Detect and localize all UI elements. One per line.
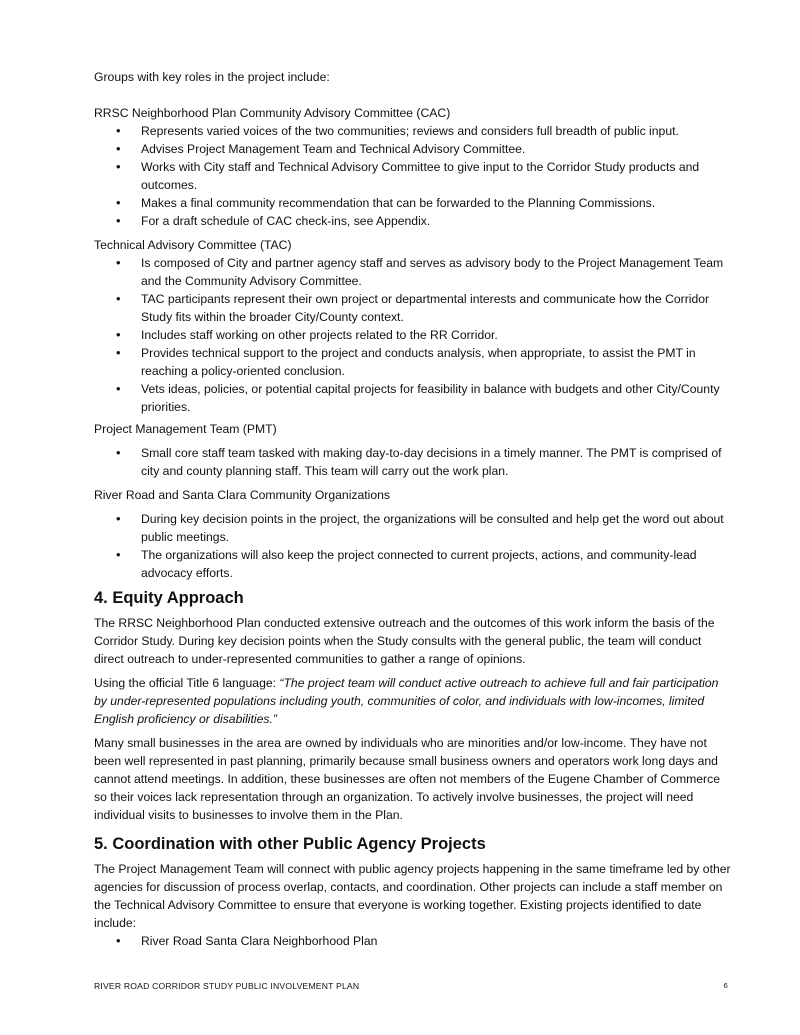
paragraph: The RRSC Neighborhood Plan conducted extensive outreach and the outcomes of this work inform the basis of the Corridor Study. During key decision points when the Study consults with the general public, the team will conduct direct outreach to under-represented communities to gather a range of opinions. <box>94 616 715 666</box>
bullet-list <box>94 932 734 950</box>
page-footer <box>94 980 734 992</box>
page-number: 6 <box>723 981 728 990</box>
group-cac <box>94 104 734 230</box>
list-item: • The organizations will also keep the project connected to current projects, actions, and community-lead advocacy efforts. <box>94 546 734 582</box>
list-item: • For a draft schedule of CAC check-ins, see Appendix. <box>94 212 734 230</box>
list-item: • Is composed of City and partner agency staff and serves as advisory body to the Project Management Team and the Community Advisory Committee. <box>94 254 734 290</box>
list-item: • Works with City staff and Technical Advisory Committee to give input to the Corridor Study products and outcomes. <box>94 158 734 194</box>
bullet-list <box>94 510 734 582</box>
list-item: • During key decision points in the project, the organizations will be consulted and help get the word out about public meetings. <box>94 510 734 546</box>
bullet-list <box>94 122 734 230</box>
group-title: Technical Advisory Committee (TAC) <box>94 238 292 252</box>
list-item: • Vets ideas, policies, or potential capital projects for feasibility in balance with budgets and other City/County priorities. <box>94 380 734 416</box>
intro-text: Groups with key roles in the project include: <box>94 70 330 84</box>
list-item: • Makes a final community recommendation that can be forwarded to the Planning Commissions. <box>94 194 734 212</box>
list-item: • Includes staff working on other projects related to the RR Corridor. <box>94 326 734 344</box>
paragraph-lead: Using the official Title 6 language: <box>94 676 280 690</box>
list-item: • Represents varied voices of the two communities; reviews and considers full breadth of public input. <box>94 122 734 140</box>
section-heading-equity: 4. Equity Approach <box>94 589 244 607</box>
group-tac <box>94 236 734 416</box>
bullet-list <box>94 254 734 416</box>
group-community-orgs <box>94 486 734 582</box>
list-item: • Provides technical support to the project and conducts analysis, when appropriate, to assist the PMT in reaching a policy-oriented conclusion. <box>94 344 734 380</box>
document-page <box>94 68 734 954</box>
group-title: Project Management Team (PMT) <box>94 422 277 436</box>
section-heading-coordination: 5. Coordination with other Public Agency Projects <box>94 835 486 853</box>
group-pmt <box>94 420 734 480</box>
list-item: • Advises Project Management Team and Technical Advisory Committee. <box>94 140 734 158</box>
list-item: • River Road Santa Clara Neighborhood Plan <box>94 932 734 950</box>
group-title: River Road and Santa Clara Community Organizations <box>94 488 391 502</box>
title6-quote: “The project team will conduct active outreach to achieve full and fair participation by under-represented populations including youth, communities of color, and individuals with low-incomes, limited English proficiency or disabilities.” <box>94 676 719 726</box>
footer-title: RIVER ROAD CORRIDOR STUDY PUBLIC INVOLVEMENT PLAN <box>94 981 360 991</box>
group-title: RRSC Neighborhood Plan Community Advisory Committee (CAC) <box>94 106 451 120</box>
paragraph: Many small businesses in the area are owned by individuals who are minorities and/or low-income. They have not been well represented in past planning, primarily because small business owners and operators work long days and cannot attend meetings. In addition, these businesses are often not members of the Eugene Chamber of Commerce so their voices lack representation through an organization. To actively involve businesses, the project will need individual visits to businesses to involve them in the Plan. <box>94 736 720 822</box>
bullet-list <box>94 444 734 480</box>
list-item: • Small core staff team tasked with making day-to-day decisions in a timely manner. The PMT is comprised of city and county planning staff. This team will carry out the work plan. <box>94 444 734 480</box>
paragraph: The Project Management Team will connect with public agency projects happening in the same timeframe led by other agencies for discussion of process overlap, contacts, and coordination. Other projects can include a staff member on the Technical Advisory Committee to ensure that everyone is working together. Existing projects identified to date include: <box>94 862 731 930</box>
list-item: • TAC participants represent their own project or departmental interests and communicate how the Corridor Study fits within the broader City/County context. <box>94 290 734 326</box>
paragraph-title6 <box>94 674 734 728</box>
